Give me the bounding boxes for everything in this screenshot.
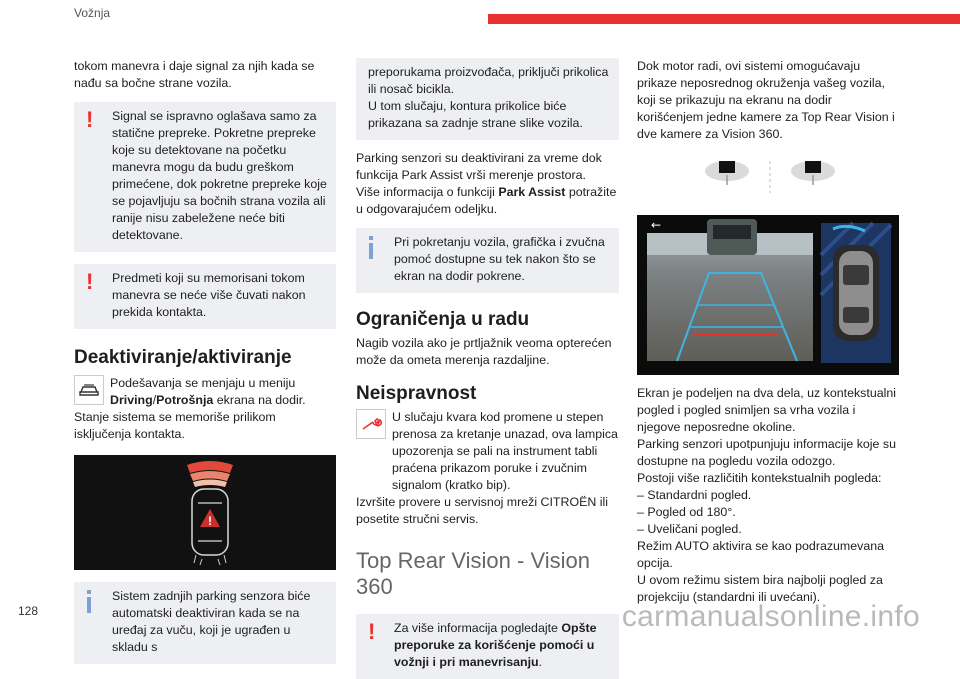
park-assist-ref-c: potražite u odgovarajućem odeljku. [356, 185, 617, 216]
park-assist-ref [356, 184, 619, 218]
settings-text-e: ekrana na dodir. [213, 393, 306, 407]
column-1 [74, 58, 336, 664]
settings-text-driving: Driving [110, 393, 153, 407]
park-assist-text: Parking senzori su deaktivirani za vreme dok funkcija Park Assist vrši merenje prostora. [356, 151, 602, 182]
svg-text:!: ! [208, 514, 212, 528]
malfunction-text: U slučaju kvara kod promene u stepen prenosa za kretanje unazad, ova lampica upozorenja se pali na instrument tabli praćena prikazom poruke i zvučnim signalom (kratko bip). [392, 410, 618, 492]
limitations-text: Nagib vozila ako je prtljažnik veoma opterećen može da ometa merenja razdaljine. [356, 336, 612, 367]
warning-box-recommendations [356, 614, 619, 679]
park-assist-ref-b: Park Assist [498, 185, 566, 199]
section-heading-malfunction: Neispravnost [356, 383, 477, 404]
view-list-item-180: – Pogled od 180°. [637, 505, 736, 519]
exclamation-icon: ! [86, 107, 94, 132]
screen-split-text: Ekran je podeljen na dva dela, uz kontekstualni pogled i pogled snimljen sa vrha vozila i njegove neposredne okoline. [637, 386, 896, 434]
warning-box-2 [74, 264, 336, 329]
parking-sensor-display-image [74, 455, 336, 570]
info-text-towing: Sistem zadnjih parking senzora biće automatski deaktiviran kada se na uređaj za vuču, koji je ugrađen u skladu s [112, 589, 311, 654]
exclamation-icon: ! [86, 269, 94, 294]
info-box-startup [356, 228, 619, 293]
camera-intro-text: Dok motor radi, ovi sistemi omogućavaju prikaze neposrednog okruženja vašeg vozila, koji se prikazuju na ekranu na dodir korišćenjem jedne kamere za Top Rear Vision i dve kamere za Vision 360. [637, 59, 895, 141]
settings-text-potrosnja: Potrošnja [156, 393, 214, 407]
info-box-continued [356, 58, 619, 140]
recommendations-text-b: Opšte preporuke za korišćenje pomoći u vožnji i pri manevrisanju [394, 621, 597, 669]
service-text: Izvršite provere u servisnoj mreži CITROËN ili posetite stručni servis. [356, 495, 608, 526]
section-heading-deactivation: Deaktiviranje/aktiviranje [74, 347, 292, 368]
malfunction-paragraph [356, 409, 619, 494]
memory-text: Stanje sistema se memoriše prilikom isključenja kontakta. [74, 410, 276, 441]
box-text-1: preporukama proizvođača, priključi prikolica ili nosač bicikla. [368, 65, 609, 96]
watermark: carmanualsonline.info [621, 600, 920, 633]
sensors-supplement-text: Parking senzori upotpunjuju informacije koje su dostupne na pogledu vozila odozgo. [637, 437, 896, 468]
best-view-text: U ovom režimu sistem bira najbolji pogled za projekciju (standardni ili uvećani). [637, 573, 883, 604]
settings-paragraph [74, 375, 336, 409]
settings-text-a: Podešavanja se menjaju u meniju [110, 376, 296, 390]
warning-text-1: Signal se ispravno oglašava samo za statične prepreke. Pokretne prepreke koje su detektovane na početku manevra mogu da budu greškom primećene, dok pokretne prepreke koje se pojavljuju sa bočnih strana vozila ali ranije nisu zabeležene neće biti detektovane. [112, 109, 327, 242]
recommendations-text-c: . [538, 655, 543, 669]
rear-camera-diagram-2 [791, 161, 835, 185]
park-assist-ref-a: Više informacija o funkciji [356, 185, 499, 199]
info-text-startup: Pri pokretanju vozila, grafička i zvučna pomoć dostupne su tek nakon što se ekran na dodir pokrene. [394, 235, 605, 283]
warning-box-1 [74, 102, 336, 252]
rear-camera-diagram [705, 161, 749, 185]
section-heading-top-rear-vision: Top Rear Vision - Vision 360 [356, 548, 590, 599]
auto-mode-text: Režim AUTO aktivira se kao podrazumevana opcija. [637, 539, 885, 570]
box-text-2: U tom slučaju, kontura prikolice biće prikazana sa zadnje strane slike vozila. [368, 99, 583, 130]
section-heading-limitations: Ograničenja u radu [356, 309, 530, 330]
settings-text-slash: / [152, 393, 157, 407]
column-2 [356, 58, 619, 679]
header-title: Vožnja [74, 6, 111, 20]
exclamation-icon: ! [368, 619, 376, 644]
info-box-towing [74, 582, 336, 664]
svg-text:←: ← [651, 218, 662, 232]
header-accent-bar [488, 14, 960, 24]
page-number: 128 [18, 604, 39, 618]
recommendations-text-a: Za više informacija pogledajte [394, 621, 562, 635]
view-list-item-standard: – Standardni pogled. [637, 488, 752, 502]
view-list-item-zoom: – Uveličani pogled. [637, 522, 742, 536]
warning-text-2: Predmeti koji su memorisani tokom manevra se neće više čuvati nakon prekida kontakta. [112, 271, 306, 319]
settings-text [110, 375, 336, 409]
camera-diagram [637, 157, 899, 197]
car-settings-icon [74, 375, 104, 405]
recommendations-text [364, 620, 611, 671]
wrench-icon [356, 409, 386, 439]
camera-screen-image [637, 215, 899, 375]
column-3 [637, 58, 899, 606]
col1-intro: tokom manevra i daje signal za njih kada se nađu sa bočne strane vozila. [74, 59, 315, 90]
views-intro-text: Postoji više različitih kontekstualnih pogleda: [637, 471, 882, 485]
